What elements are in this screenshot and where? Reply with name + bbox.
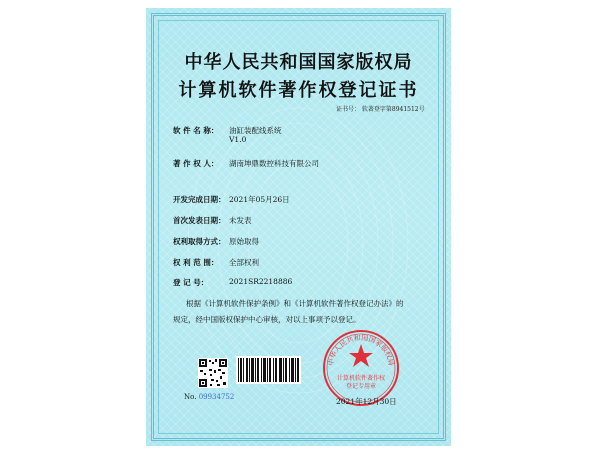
field-value-software-name: 油缸装配线系统 — [229, 126, 282, 135]
field-label-publish-date: 首次发表日期： — [173, 216, 226, 225]
field-value-registration-no: 2021SR2218886 — [229, 277, 293, 286]
field-value-completion-date: 2021年05月26日 — [229, 195, 290, 204]
field-value-publish-date: 未发表 — [229, 216, 252, 225]
serial-prefix: No. — [184, 393, 197, 401]
svg-text:计算机软件著作权: 计算机软件著作权 — [336, 375, 386, 382]
field-value-version: V1.0 — [229, 135, 247, 144]
svg-text:中华人民共和国国家版权局: 中华人民共和国国家版权局 — [326, 333, 396, 367]
field-label-scope: 权 利 范 围： — [173, 258, 219, 267]
field-label-acquisition: 权利取得方式： — [173, 237, 226, 246]
statement-line1: 根据《计算机软件保护条例》和《计算机软件著作权登记办法》的 — [186, 299, 404, 308]
serial-value: 09934752 — [198, 393, 235, 401]
svg-text:登记专用章: 登记专用章 — [345, 383, 377, 390]
field-value-acquisition: 原始取得 — [229, 237, 259, 246]
field-value-scope: 全部权利 — [229, 258, 259, 267]
qr-code-icon — [198, 358, 228, 388]
field-label-registration-no: 登 记 号： — [173, 278, 209, 287]
barcode-icon — [236, 356, 301, 384]
serial-number — [184, 393, 234, 401]
field-value-owner: 湖南坤鼎数控科技有限公司 — [229, 159, 319, 168]
title-line2: 计算机软件著作权登记证书 — [178, 80, 419, 101]
title-line1: 中华人民共和国国家版权局 — [184, 52, 413, 73]
certificate-number: 证书号： 软著登字第8941512号 — [336, 106, 425, 113]
issue-date: 2021年12月30日 — [336, 397, 397, 406]
certificate — [146, 8, 451, 446]
field-label-software-name: 软 件 名 称： — [173, 126, 219, 135]
field-label-completion-date: 开发完成日期： — [173, 195, 226, 204]
statement-line2: 规定，经中国版权保护中心审核，对以上事项予以登记。 — [173, 315, 361, 324]
field-label-owner: 著 作 权 人： — [173, 159, 219, 168]
